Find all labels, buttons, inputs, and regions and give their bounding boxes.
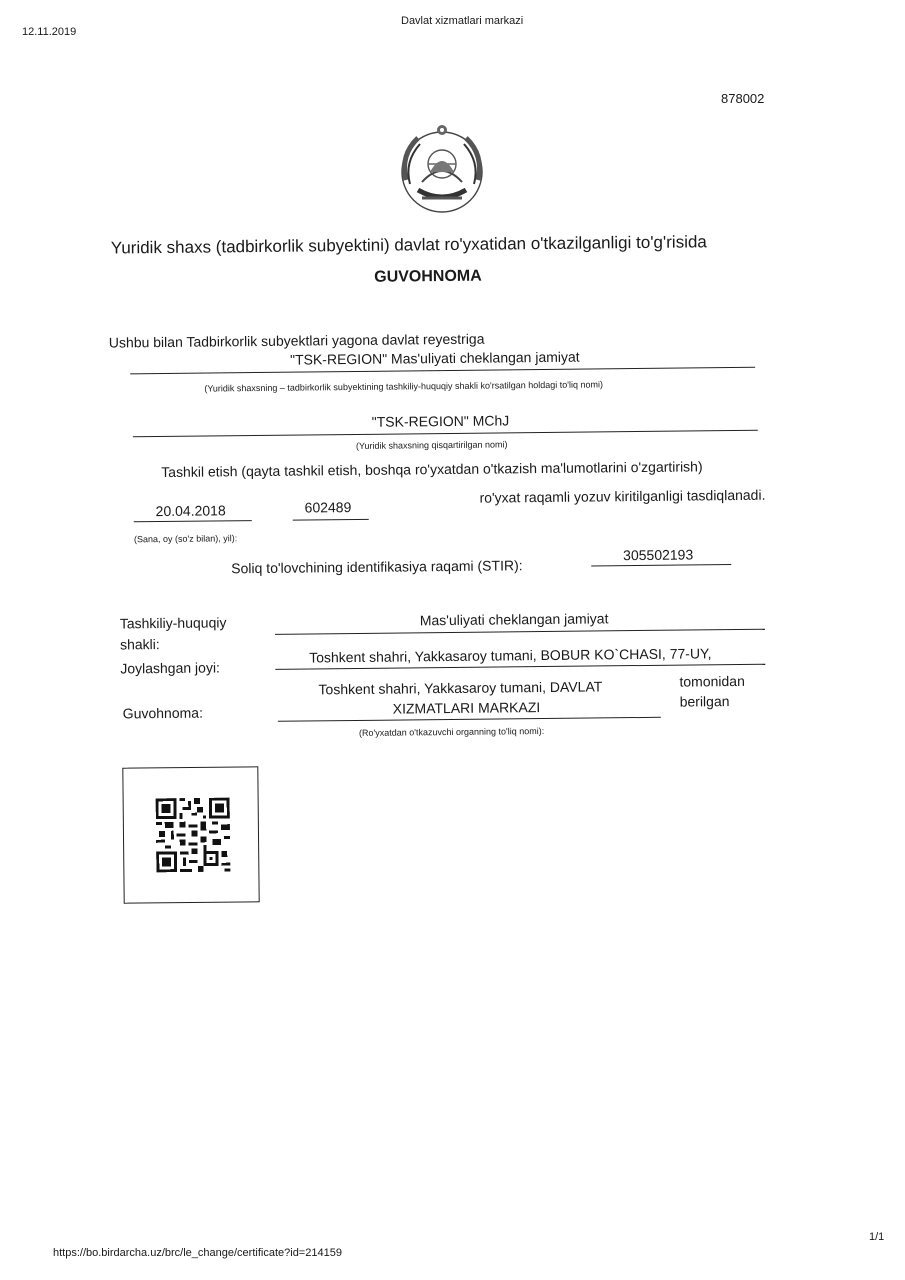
legal-form-label: Tashkiliy-huquqiy	[119, 614, 227, 632]
short-name-caption: (Yuridik shaxsning qisqartirilgan nomi)	[355, 439, 508, 451]
stir-value: 305502193	[623, 546, 694, 564]
certificate-label: Guvohnoma:	[122, 704, 204, 722]
issuer-underline	[278, 717, 661, 722]
legal-form-underline	[275, 629, 765, 635]
document-heading: GUVOHNOMA	[374, 267, 482, 286]
issuer-line-1: Toshkent shahri, Yakkasaroy tumani, DAVLAT	[318, 678, 603, 698]
issuer-caption: (Ro'yxatdan o'tkazuvchi organning to'liq nomi):	[358, 726, 545, 738]
state-emblem-icon	[392, 120, 492, 218]
registration-date: 20.04.2018	[155, 502, 226, 520]
establish-text: Tashkil etish (qayta tashkil etish, boshqa ro'yxatdan o'tkazish ma'lumotlarini o'zgartirish)	[161, 458, 703, 481]
location-label: Joylashgan joyi:	[120, 659, 220, 677]
qr-code-icon[interactable]	[156, 798, 231, 873]
full-name-caption: (Yuridik shaxsning – tadbirkorlik subyektining tashkiliy-huquqiy shakli ko'rsatilgan holdagi to'liq nomi)	[204, 379, 604, 394]
registration-number-underline	[293, 519, 369, 521]
full-name-value: "TSK-REGION" Mas'uliyati cheklangan jamiyat	[289, 348, 580, 368]
stir-underline	[591, 564, 731, 566]
legal-form-label-cont: shakli:	[119, 636, 160, 653]
source-url[interactable]: https://bo.birdarcha.uz/brc/le_change/certificate?id=214159	[53, 1247, 342, 1259]
issued-by-text: tomonidan	[679, 672, 745, 690]
qr-frame	[122, 766, 259, 903]
issued-by-text-cont: berilgan	[679, 693, 730, 710]
issuer-line-2: XIZMATLARI MARKAZI	[392, 699, 541, 717]
document-number: 878002	[721, 91, 765, 106]
page-number: 1/1	[869, 1231, 885, 1243]
document-title: Yuridik shaxs (tadbirkorlik subyektini) davlat ro'yxatidan o'tkazilganligi to'g'risida	[110, 232, 707, 258]
date-caption: (Sana, oy (so'z bilan), yil):	[133, 533, 238, 545]
intro-text: Ushbu bilan Tadbirkorlik subyektlari yagona davlat reyestriga	[108, 330, 485, 351]
short-name-value: "TSK-REGION" MChJ	[371, 412, 510, 430]
registration-confirm: ro'yxat raqamli yozuv kiritilganligi tasdiqlanadi.	[479, 486, 766, 506]
registration-number: 602489	[304, 499, 352, 516]
registration-date-underline	[134, 520, 252, 522]
stir-label: Soliq to'lovchining identifikasiya raqami (STIR):	[231, 557, 523, 577]
full-name-underline	[130, 367, 755, 375]
site-title: Davlat xizmatlari markazi	[401, 15, 524, 27]
print-date: 12.11.2019	[22, 26, 77, 38]
legal-form-value: Mas'uliyati cheklangan jamiyat	[419, 610, 609, 629]
location-value: Toshkent shahri, Yakkasaroy tumani, BOBUR KO`CHASI, 77-UY,	[309, 645, 712, 666]
short-name-underline	[133, 430, 758, 438]
